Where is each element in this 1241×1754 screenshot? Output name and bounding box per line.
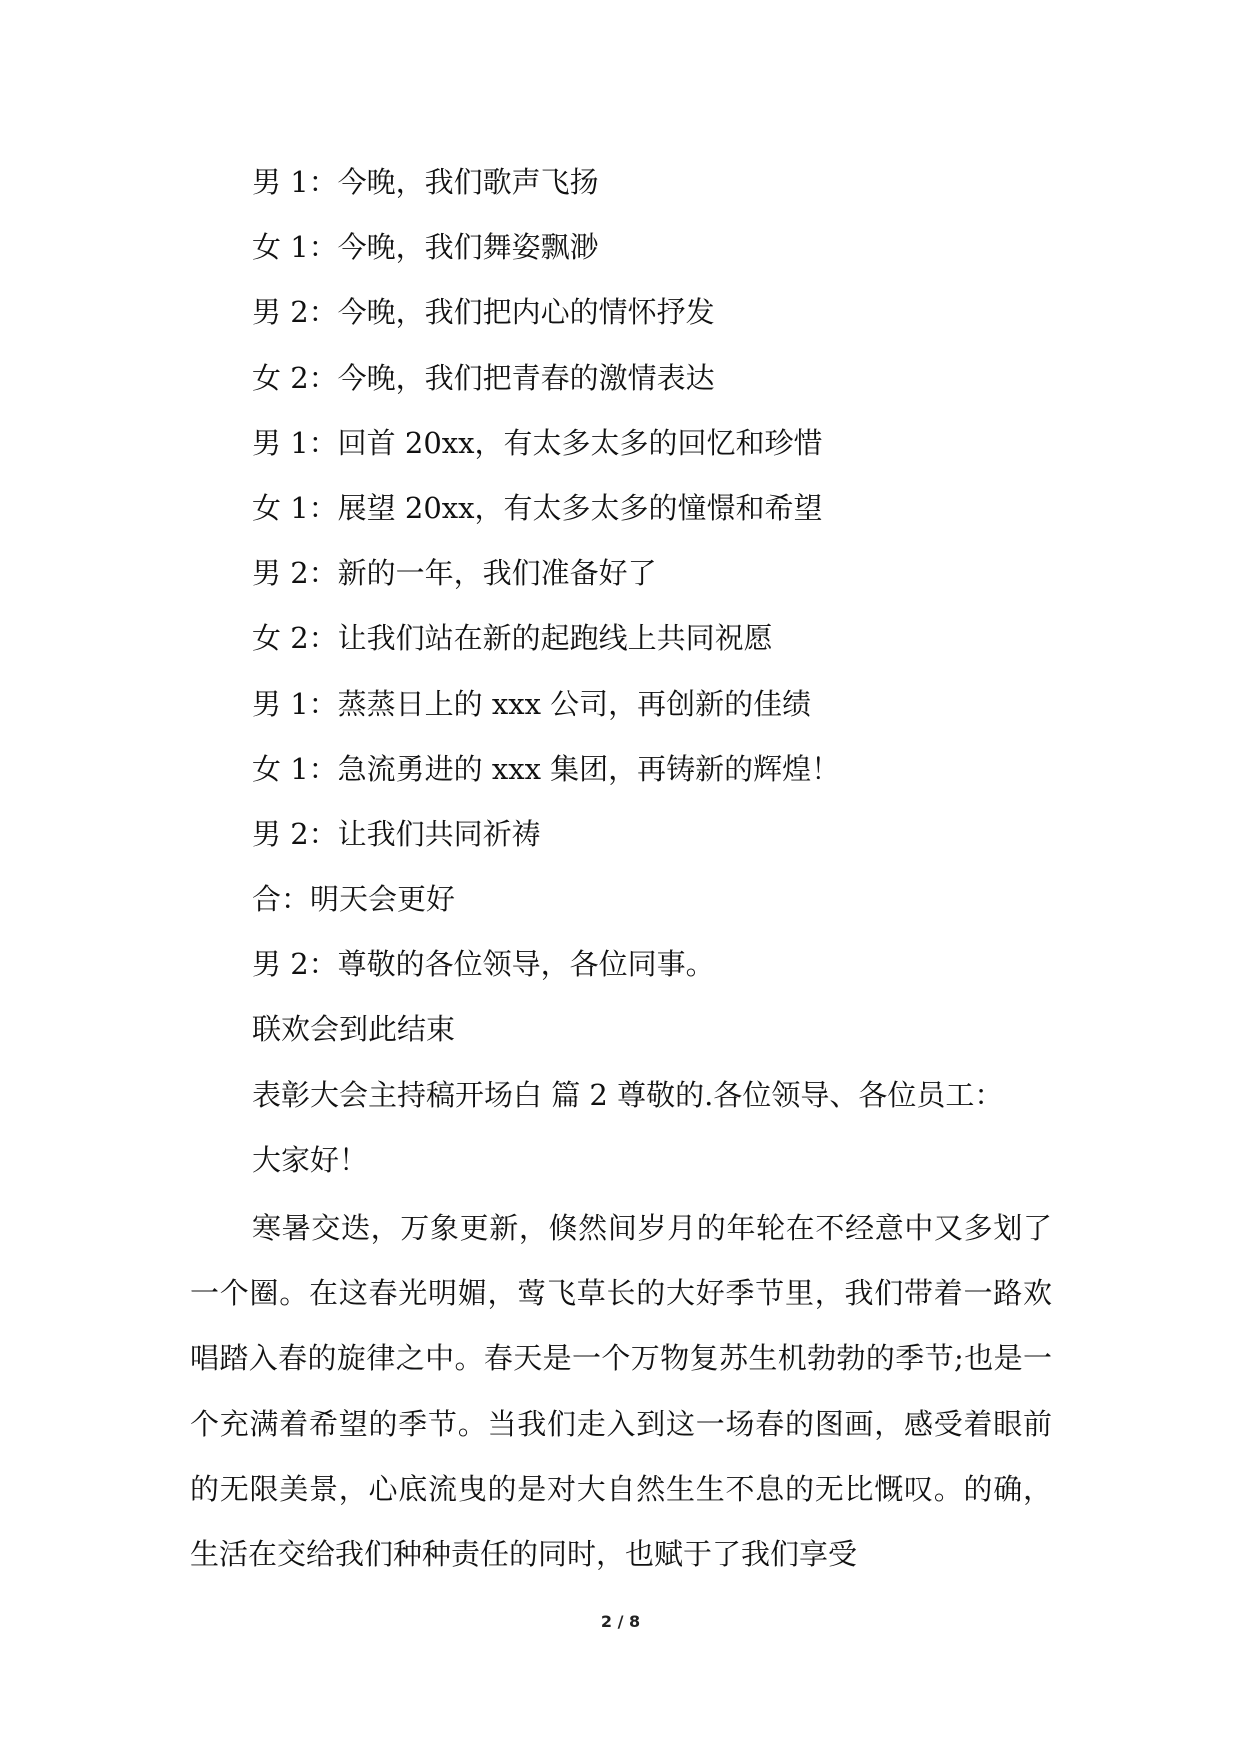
script-line: 女 1：展望 20xx，有太多太多的憧憬和希望 <box>252 490 823 525</box>
script-line: 女 2：让我们站在新的起跑线上共同祝愿 <box>252 621 773 656</box>
page-number: 2 / 8 <box>600 1612 641 1631</box>
section-heading: 表彰大会主持稿开场白 篇 2 尊敬的.各位领导、各位员工： <box>252 1077 1004 1112</box>
script-line: 男 2：新的一年，我们准备好了 <box>252 556 657 591</box>
script-line: 男 1：今晚，我们歌声飞扬 <box>252 165 599 199</box>
script-line: 女 2：今晚，我们把青春的激情表达 <box>252 360 715 395</box>
script-lines <box>252 156 1072 1199</box>
script-line: 男 2：今晚，我们把内心的情怀抒发 <box>252 295 715 330</box>
script-line: 女 1：急流勇进的 xxx 集团，再铸新的辉煌！ <box>252 751 841 786</box>
closing-line: 联欢会到此结束 <box>252 1012 456 1047</box>
script-line: 男 2：尊敬的各位领导，各位同事。 <box>252 947 715 982</box>
script-line: 男 2：让我们共同祈祷 <box>252 816 541 851</box>
greeting-line: 大家好！ <box>252 1142 369 1177</box>
script-line: 男 1：回首 20xx，有太多太多的回忆和珍惜 <box>252 425 823 460</box>
script-line: 女 1：今晚，我们舞姿飘渺 <box>252 230 599 265</box>
script-line: 合：明天会更好 <box>252 882 456 917</box>
body-paragraph: 寒暑交迭，万象更新，倏然间岁月的年轮在不经意中又多划了一个圈。在这春光明媚，莺飞草长的大好季节里，我们带着一路欢唱踏入春的旋律之中。春天是一个万物复苏生机勃勃的季节;也是一个充满着希望的季节。当我们走入到这一场春的图画，感受着眼前的无限美景，心底流曳的是对大自然生生不息的无比慨叹。的确，生活在交给我们种种责任的同时，也赋于了我们享受 <box>190 1211 1052 1572</box>
script-line: 男 1：蒸蒸日上的 xxx 公司，再创新的佳绩 <box>252 686 812 721</box>
